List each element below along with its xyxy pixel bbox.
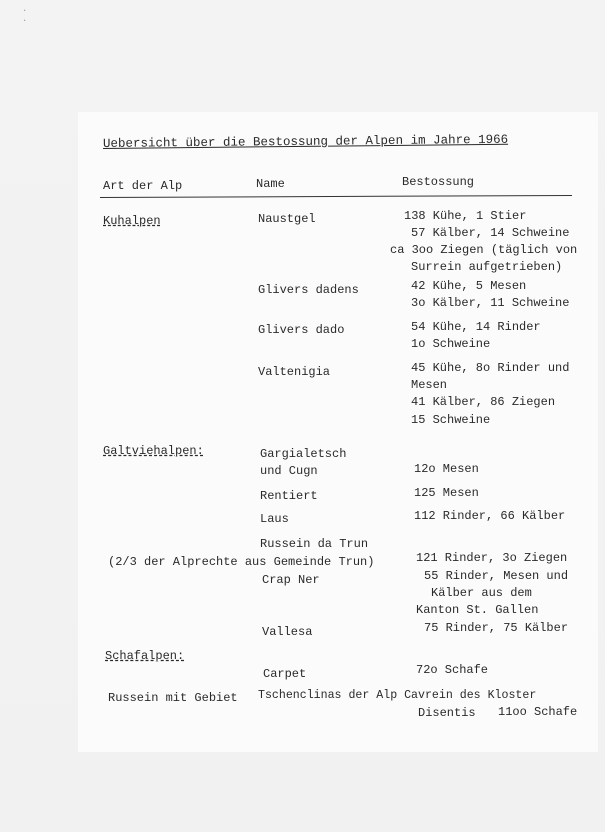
header-name: Name xyxy=(256,177,285,191)
alp-name-crap-ner: Crap Ner xyxy=(262,573,320,587)
carpet-stock: 72o Schafe xyxy=(416,663,489,677)
russein-mit-gebiet: Russein mit Gebiet xyxy=(108,691,238,705)
scan-mark: · · xyxy=(22,6,28,26)
vallesa-stock: 75 Rinder, 75 Kälber xyxy=(424,621,569,635)
alp-name-carpet: Carpet xyxy=(263,667,307,681)
glivers-dadens-stock-2: 3o Kälber, 11 Schweine xyxy=(411,296,570,310)
valtenigia-stock-4: 15 Schweine xyxy=(411,413,491,427)
naustgel-stock-2: 57 Kälber, 14 Schweine xyxy=(411,226,570,240)
valtenigia-stock-3: 41 Kälber, 86 Ziegen xyxy=(411,395,556,409)
valtenigia-stock-2: Mesen xyxy=(411,378,448,392)
alp-name-rentiert: Rentiert xyxy=(260,489,318,503)
alp-name-valtenigia: Valtenigia xyxy=(258,365,331,379)
glivers-dadens-stock-1: 42 Kühe, 5 Mesen xyxy=(411,279,527,293)
gargialetsch-stock: 12o Mesen xyxy=(414,462,479,476)
rentiert-stock: 125 Mesen xyxy=(414,486,479,500)
glivers-dado-stock-2: 1o Schweine xyxy=(411,337,491,351)
laus-stock: 112 Rinder, 66 Kälber xyxy=(414,509,566,523)
alprechte-note: (2/3 der Alprechte aus Gemeinde Trun) xyxy=(108,555,375,569)
header-art-der-alp: Art der Alp xyxy=(103,179,183,193)
crap-ner-stock-1: 55 Rinder, Mesen und xyxy=(424,569,569,583)
tschenclinas-note: Tschenclinas der Alp Cavrein des Kloster xyxy=(258,689,537,702)
header-bestossung: Bestossung xyxy=(402,175,475,189)
alp-name-glivers-dado: Glivers dado xyxy=(258,323,345,337)
alp-name-gargialetsch: Gargialetsch xyxy=(260,447,347,461)
alp-name-gargialetsch-cugn: und Cugn xyxy=(260,464,318,478)
document-title: Uebersicht über die Bestossung der Alpen im Jahre 1966 xyxy=(102,132,509,151)
valtenigia-stock-1: 45 Kühe, 8o Rinder und xyxy=(411,361,570,375)
naustgel-stock-3: ca 3oo Ziegen (täglich von xyxy=(390,243,578,257)
crap-ner-stock-3: Kanton St. Gallen xyxy=(416,603,539,617)
alp-name-glivers-dadens: Glivers dadens xyxy=(258,283,359,297)
naustgel-stock-1: 138 Kühe, 1 Stier xyxy=(404,209,527,223)
alp-name-russein-da-trun: Russein da Trun xyxy=(260,537,369,551)
alp-name-vallesa: Vallesa xyxy=(262,625,313,639)
alp-name-naustgel: Naustgel xyxy=(258,212,316,226)
russein-da-trun-stock: 121 Rinder, 3o Ziegen xyxy=(416,551,568,565)
alp-name-laus: Laus xyxy=(260,512,289,526)
crap-ner-stock-2: Kälber aus dem xyxy=(431,586,532,600)
category-schafalpen: Schafalpen: xyxy=(105,649,185,663)
naustgel-stock-4: Surrein aufgetrieben) xyxy=(411,260,563,274)
category-kuhalpen: Kuhalpen xyxy=(103,214,161,228)
disentis-stock: 11oo Schafe xyxy=(498,705,578,719)
disentis-label: Disentis xyxy=(418,706,476,720)
glivers-dado-stock-1: 54 Kühe, 14 Rinder xyxy=(411,320,541,334)
category-galtviehalpen: Galtviehalpen: xyxy=(103,444,204,458)
